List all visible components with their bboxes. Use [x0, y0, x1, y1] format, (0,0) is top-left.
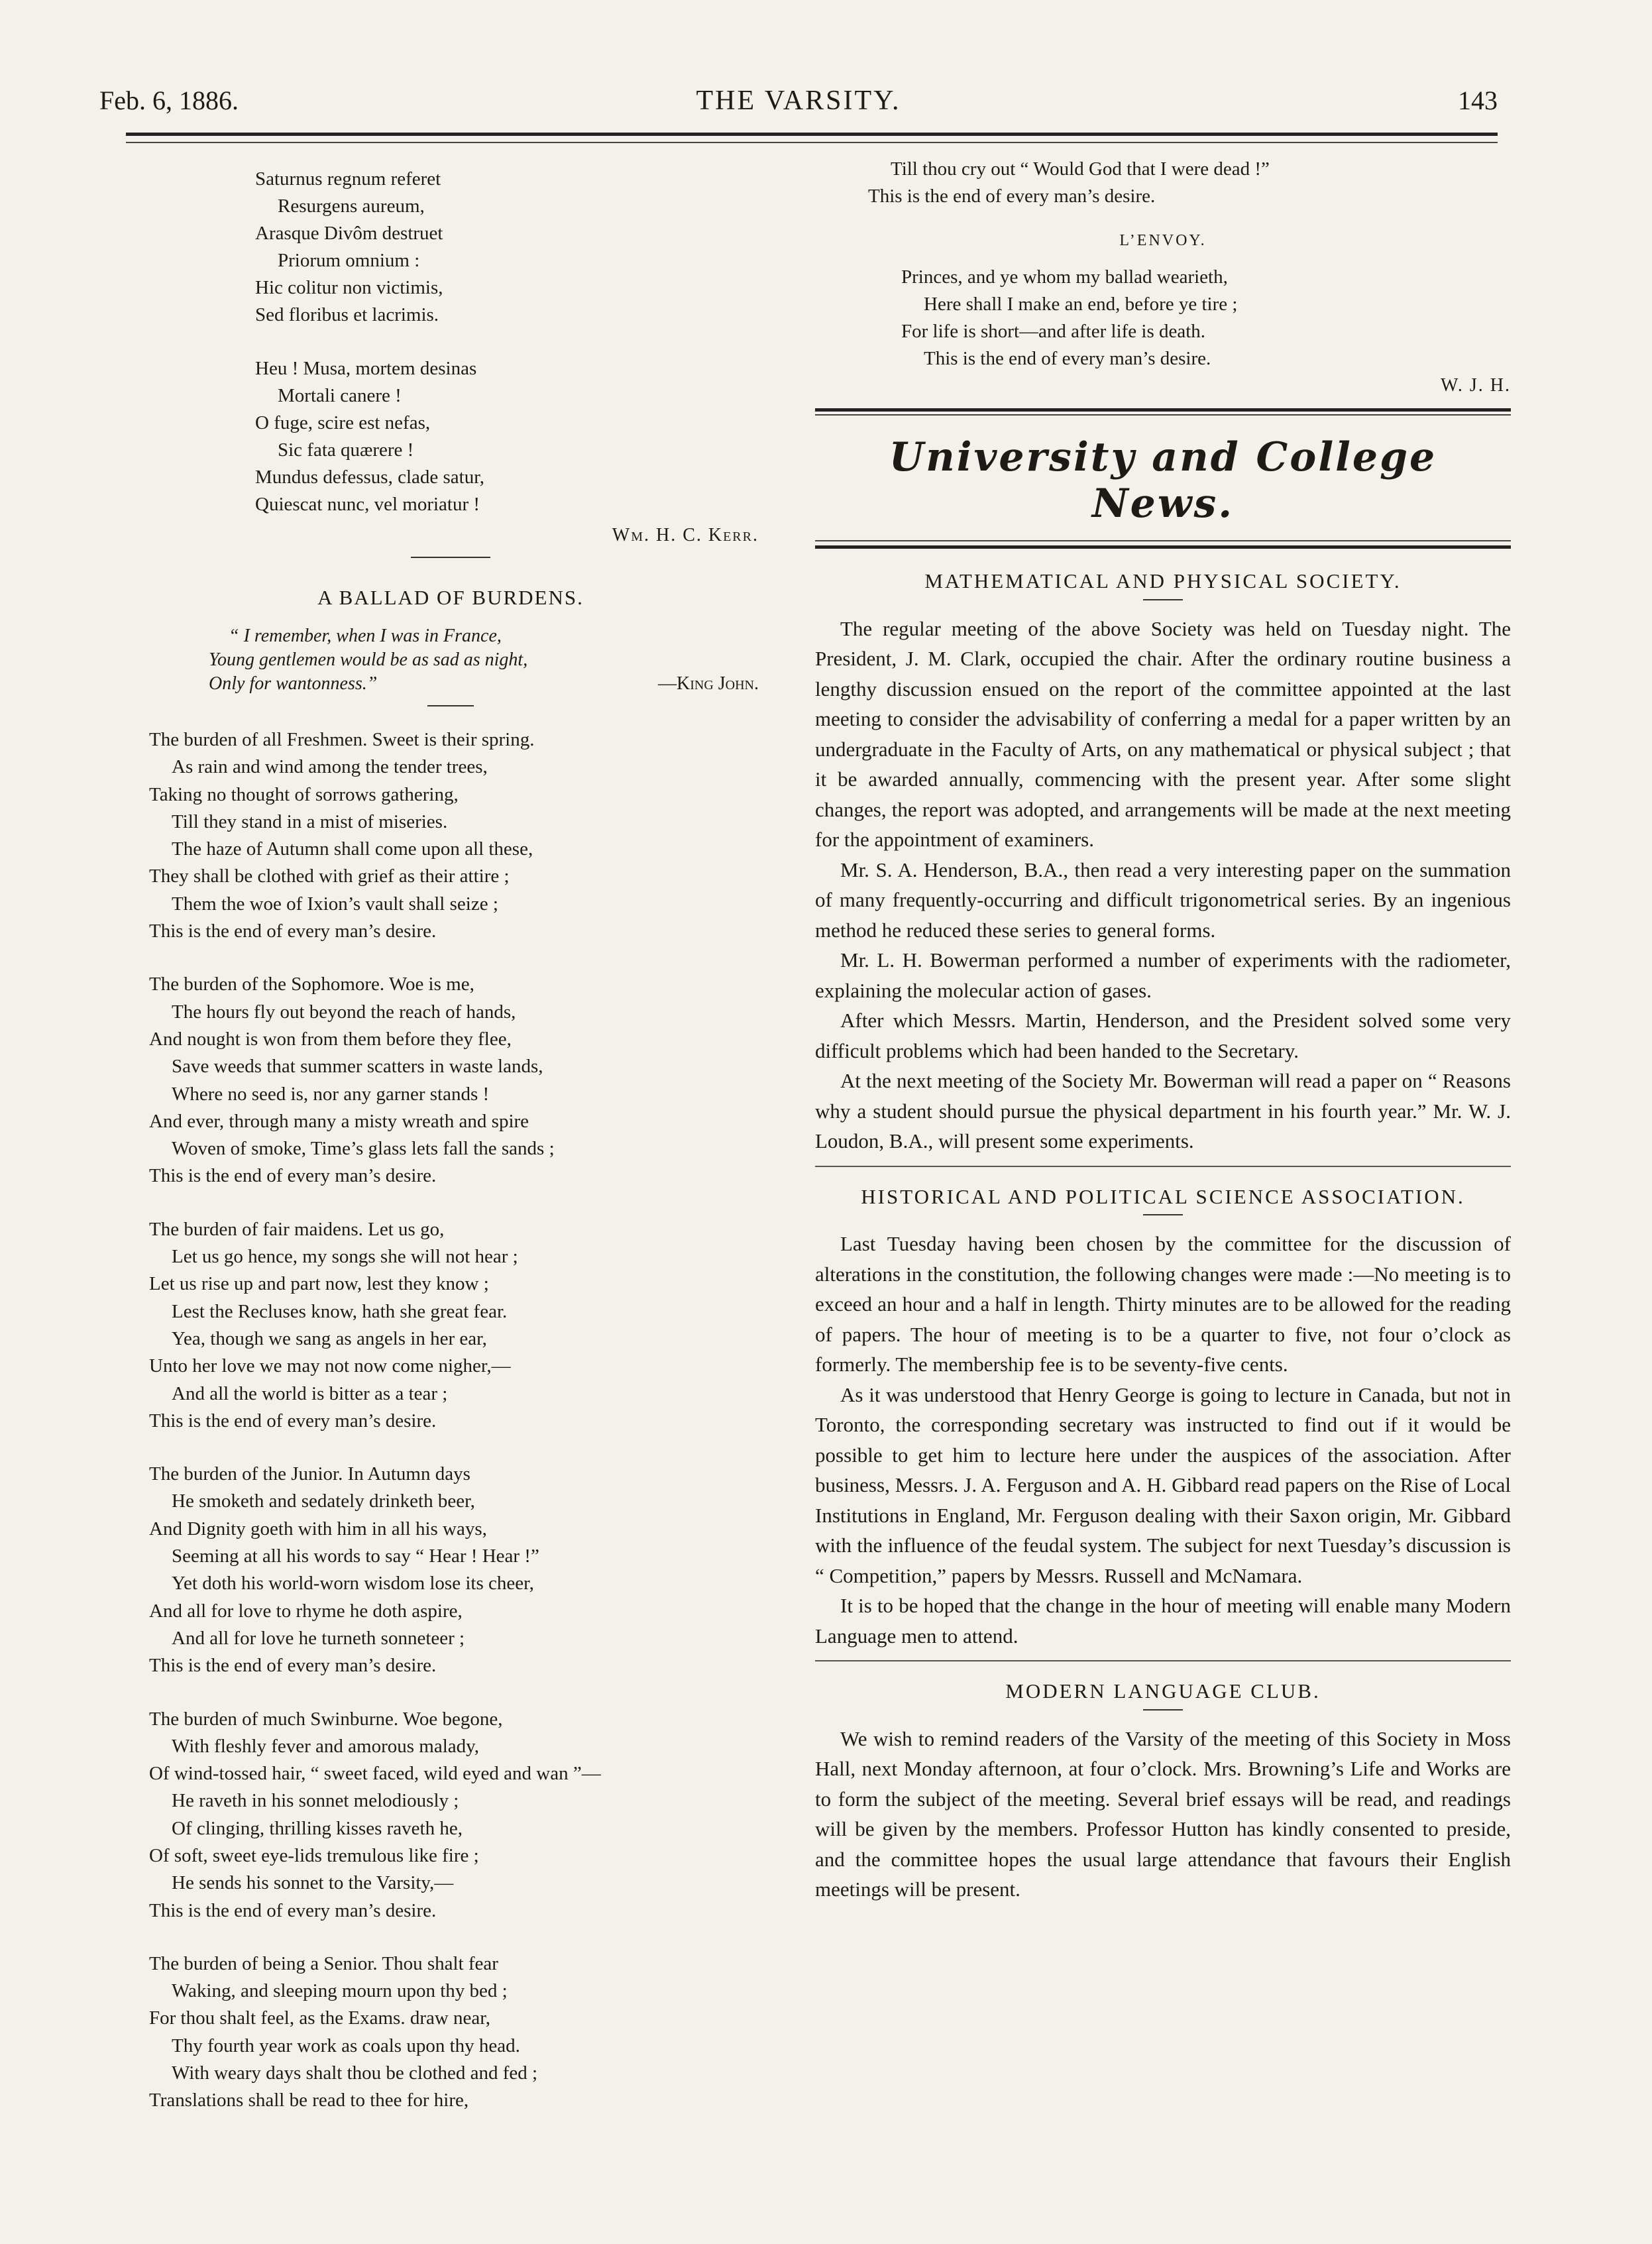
verse-line: For thou shalt feel, as the Exams. draw near,	[149, 2007, 491, 2029]
section-separator	[427, 705, 474, 706]
left-column	[142, 166, 759, 2141]
verse-line: With weary days shalt thou be clothed and fed ;	[172, 2062, 538, 2084]
news-section-heading: HISTORICAL AND POLITICAL SCIENCE ASSOCIATION.	[861, 1184, 1465, 1208]
issue-date: Feb. 6, 1886.	[99, 85, 239, 115]
section-divider	[815, 1660, 1511, 1661]
ballad-signature: W. J. H.	[1441, 375, 1511, 396]
verse-line: Yea, though we sang as angels in her ear,	[172, 1327, 487, 1349]
masthead-rule-bottom-thin	[815, 540, 1511, 541]
verse-line: Till thou cry out “ Would God that I were dead !”	[891, 158, 1270, 180]
ballad-continued	[868, 156, 1511, 372]
verse-line: The haze of Autumn shall come upon all these,	[172, 838, 533, 860]
verse-line: The burden of fair maidens. Let us go,	[149, 1218, 445, 1240]
verse-line: He raveth in his sonnet melodiously ;	[172, 1790, 459, 1812]
verse-line: Woven of smoke, Time’s glass lets fall the sands ;	[172, 1138, 555, 1160]
ballad-stanza	[149, 1706, 759, 1925]
verse-line: As rain and wind among the tender trees,	[172, 756, 488, 778]
epigraph-line: “ I remember, when I was in France,	[229, 626, 502, 646]
verse-line: He sends his sonnet to the Varsity,—	[172, 1872, 454, 1894]
news-paragraph: The regular meeting of the above Society was held on Tuesday night. The President, J. M. Clark, occupied the chair. After the ordinary routine business a lengthy discussion ensued on the report of the committee appointed at the last meeting to consider the advisability of conferring a medal for a paper written by an undergraduate in the Faculty of Arts, on any mathematical or physical subject ; that it be awarded annually, commencing with the present year. After some slight changes, the report was adopted, and arrangements will be made at the next meeting for the appointment of examiners.	[815, 616, 1511, 851]
verse-line: The hours fly out beyond the reach of hands,	[172, 1001, 516, 1023]
ballad-body	[149, 726, 759, 2115]
verse-line: Sed floribus et lacrimis.	[255, 304, 439, 325]
verse-line: Them the woe of Ixion’s vault shall seize ;	[172, 893, 498, 915]
verse-line: Thy fourth year work as coals upon thy head.	[172, 2035, 520, 2056]
verse-line: Taking no thought of sorrows gathering,	[149, 783, 459, 805]
right-column	[815, 156, 1511, 1905]
verse-line: Yet doth his world-worn wisdom lose its cheer,	[172, 1573, 534, 1595]
heading-separator	[1143, 599, 1183, 600]
verse-line: Let us rise up and part now, lest they know ;	[149, 1273, 489, 1295]
verse-line: This is the end of every man’s desire.	[149, 921, 437, 942]
verse-line: Priorum omnium :	[278, 250, 420, 271]
news-section-heading: MODERN LANGUAGE CLUB.	[1005, 1679, 1321, 1703]
heading-separator	[1143, 1214, 1183, 1215]
page-number: 143	[1458, 85, 1498, 115]
latin-poem-signature: Wm. H. C. Kerr.	[612, 525, 759, 545]
ballad-title: A BALLAD OF BURDENS.	[317, 586, 584, 609]
verse-line: Sic fata quærere !	[278, 439, 414, 461]
verse-line: The burden of all Freshmen. Sweet is their spring.	[149, 729, 535, 750]
envoy-title: L’ENVOY.	[1119, 232, 1207, 249]
verse-line: Resurgens aureum,	[278, 196, 425, 217]
verse-line: This is the end of every man’s desire.	[924, 348, 1211, 369]
verse-line: And all for love he turneth sonneteer ;	[172, 1627, 465, 1649]
verse-line: Translations shall be read to thee for hire,	[149, 2090, 469, 2111]
header-rule	[126, 133, 1498, 136]
verse-line: And Dignity goeth with him in all his ways,	[149, 1518, 487, 1540]
epigraph-source: —King John.	[658, 673, 759, 694]
news-paragraph: Mr. L. H. Bowerman performed a number of experiments with the radiometer, explaining the molecular action of gases.	[815, 948, 1511, 1002]
news-section-heading: MATHEMATICAL AND PHYSICAL SOCIETY.	[924, 569, 1402, 592]
verse-line: Quiescat nunc, vel moriatur !	[255, 494, 480, 515]
verse-line: And all the world is bitter as a tear ;	[172, 1382, 448, 1404]
verse-line: Of soft, sweet eye-lids tremulous like fire ;	[149, 1844, 479, 1866]
verse-line: Of clinging, thrilling kisses raveth he,	[172, 1817, 463, 1839]
verse-line: And ever, through many a misty wreath and spire	[149, 1110, 529, 1132]
verse-line: Arasque Divôm destruet	[255, 223, 443, 244]
verse-line: Princes, and ye whom my ballad wearieth,	[901, 266, 1228, 288]
verse-line: He smoketh and sedately drinketh beer,	[172, 1490, 475, 1512]
section-divider	[815, 1166, 1511, 1167]
masthead-rule-top	[815, 408, 1511, 412]
latin-poem	[255, 166, 759, 518]
verse-line: Of wind-tossed hair, “ sweet faced, wild eyed and wan ”—	[149, 1763, 601, 1785]
epigraph-line: Only for wantonness.”	[209, 673, 378, 694]
verse-line: O fuge, scire est nefas,	[255, 412, 431, 433]
latin-stanza	[255, 355, 759, 518]
verse-line: This is the end of every man’s desire.	[149, 1165, 437, 1187]
verse-line: Here shall I make an end, before ye tire ;	[924, 294, 1238, 315]
heading-separator	[1143, 1709, 1183, 1711]
epigraph-line: Young gentlemen would be as sad as night,	[209, 649, 528, 670]
masthead-rule-bottom	[815, 545, 1511, 549]
ballad-epigraph	[142, 624, 759, 696]
news-paragraph: After which Messrs. Martin, Henderson, and the President solved some very difficult problems which had been handed to the Secretary.	[815, 1009, 1511, 1062]
news-masthead: University and College News.	[889, 434, 1437, 527]
verse-line: Where no seed is, nor any garner stands !	[172, 1083, 490, 1105]
ballad-stanza	[149, 971, 759, 1190]
verse-line: This is the end of every man’s desire.	[149, 1899, 437, 1921]
verse-line: Unto her love we may not now come nigher,—	[149, 1355, 511, 1377]
news-paragraph: As it was understood that Henry George is going to lecture in Canada, but not in Toronto, the corresponding secretary was instructed to find out if it would be possible to get him to lecture here under the auspices of the association. After business, Messrs. J. A. Ferguson and A. H. Gibbard read papers on the Rise of Local Institutions in England, Mr. Ferguson dealing with their Saxon origin, Mr. Gibbard with the influence of the feudal system. The subject for next Tuesday’s discussion is “ Competition,” papers by Messrs. Russell and McNamara.	[815, 1382, 1511, 1587]
verse-line: Waking, and sleeping mourn upon thy bed ;	[172, 1980, 508, 2002]
verse-line: The burden of much Swinburne. Woe begone,	[149, 1708, 503, 1730]
verse-line: The burden of the Junior. In Autumn days	[149, 1463, 470, 1485]
verse-line: Save weeds that summer scatters in waste lands,	[172, 1056, 543, 1078]
verse-line: With fleshly fever and amorous malady,	[172, 1735, 480, 1757]
verse-line: This is the end of every man’s desire.	[149, 1410, 437, 1431]
verse-line: This is the end of every man’s desire.	[868, 186, 1156, 207]
masthead-rule-top-thin	[815, 414, 1511, 416]
verse-line: Heu ! Musa, mortem desinas	[255, 358, 477, 379]
ballad-stanza	[149, 1216, 759, 1435]
verse-line: The burden of the Sophomore. Woe is me,	[149, 974, 474, 995]
section-separator	[411, 557, 490, 558]
news-paragraph: It is to be hoped that the change in the hour of meeting will enable many Modern Language men to attend.	[815, 1594, 1511, 1648]
verse-line: And nought is won from them before they flee,	[149, 1028, 512, 1050]
news-sections	[815, 566, 1511, 1905]
verse-line: For life is short—and after life is death.	[901, 321, 1206, 342]
news-paragraph: Last Tuesday having been chosen by the committee for the discussion of alterations in the constitution, the following changes were made :—No meeting is to exceed an hour and a half in length. Thirty minutes are to be allowed for the reading of papers. The hour of meeting is to be a quarter to five, not four o’clock as formerly. The membership fee is to be seventy-five cents.	[815, 1232, 1511, 1376]
page-header	[99, 85, 1498, 131]
verse-line: This is the end of every man’s desire.	[149, 1655, 437, 1677]
news-paragraph: Mr. S. A. Henderson, B.A., then read a very interesting paper on the summation of many frequently-occurring and difficult trigonometrical series. By an ingenious method he reduced these series to general forms.	[815, 858, 1511, 942]
verse-line: Mundus defessus, clade satur,	[255, 467, 484, 488]
ballad-stanza	[149, 726, 759, 945]
ballad-stanza	[149, 1461, 759, 1679]
verse-line: They shall be clothed with grief as their attire ;	[149, 866, 510, 887]
verse-line: The burden of being a Senior. Thou shalt fear	[149, 1952, 498, 1974]
header-rule-thin	[126, 142, 1498, 143]
verse-line: Lest the Recluses know, hath she great fear.	[172, 1300, 508, 1322]
verse-line: And all for love to rhyme he doth aspire,	[149, 1600, 463, 1622]
verse-line: Hic colitur non victimis,	[255, 277, 443, 298]
verse-line: Saturnus regnum referet	[255, 168, 441, 190]
verse-line: Mortali canere !	[278, 385, 402, 406]
verse-line: Seeming at all his words to say “ Hear ! Hear !”	[172, 1545, 539, 1567]
latin-stanza	[255, 166, 759, 329]
news-paragraph: At the next meeting of the Society Mr. Bowerman will read a paper on “ Reasons why a student should pursue the physical department in his fourth year.” Mr. W. J. Loudon, B.A., will present some experiments.	[815, 1069, 1511, 1152]
ballad-stanza	[149, 1950, 759, 2115]
verse-line: Let us go hence, my songs she will not hear ;	[172, 1246, 518, 1268]
publication-title: THE VARSITY.	[696, 85, 901, 116]
news-paragraph: We wish to remind readers of the Varsity of the meeting of this Society in Moss Hall, next Monday afternoon, at four o’clock. Mrs. Browning’s Life and Works are to form the subject of the meeting. Several brief essays will be read, and readings will be given by the members. Professor Hutton has kindly consented to preside, and the committee hopes the usual large attendance that favours their English meetings will be present.	[815, 1726, 1511, 1901]
verse-line: Till they stand in a mist of miseries.	[172, 811, 448, 832]
